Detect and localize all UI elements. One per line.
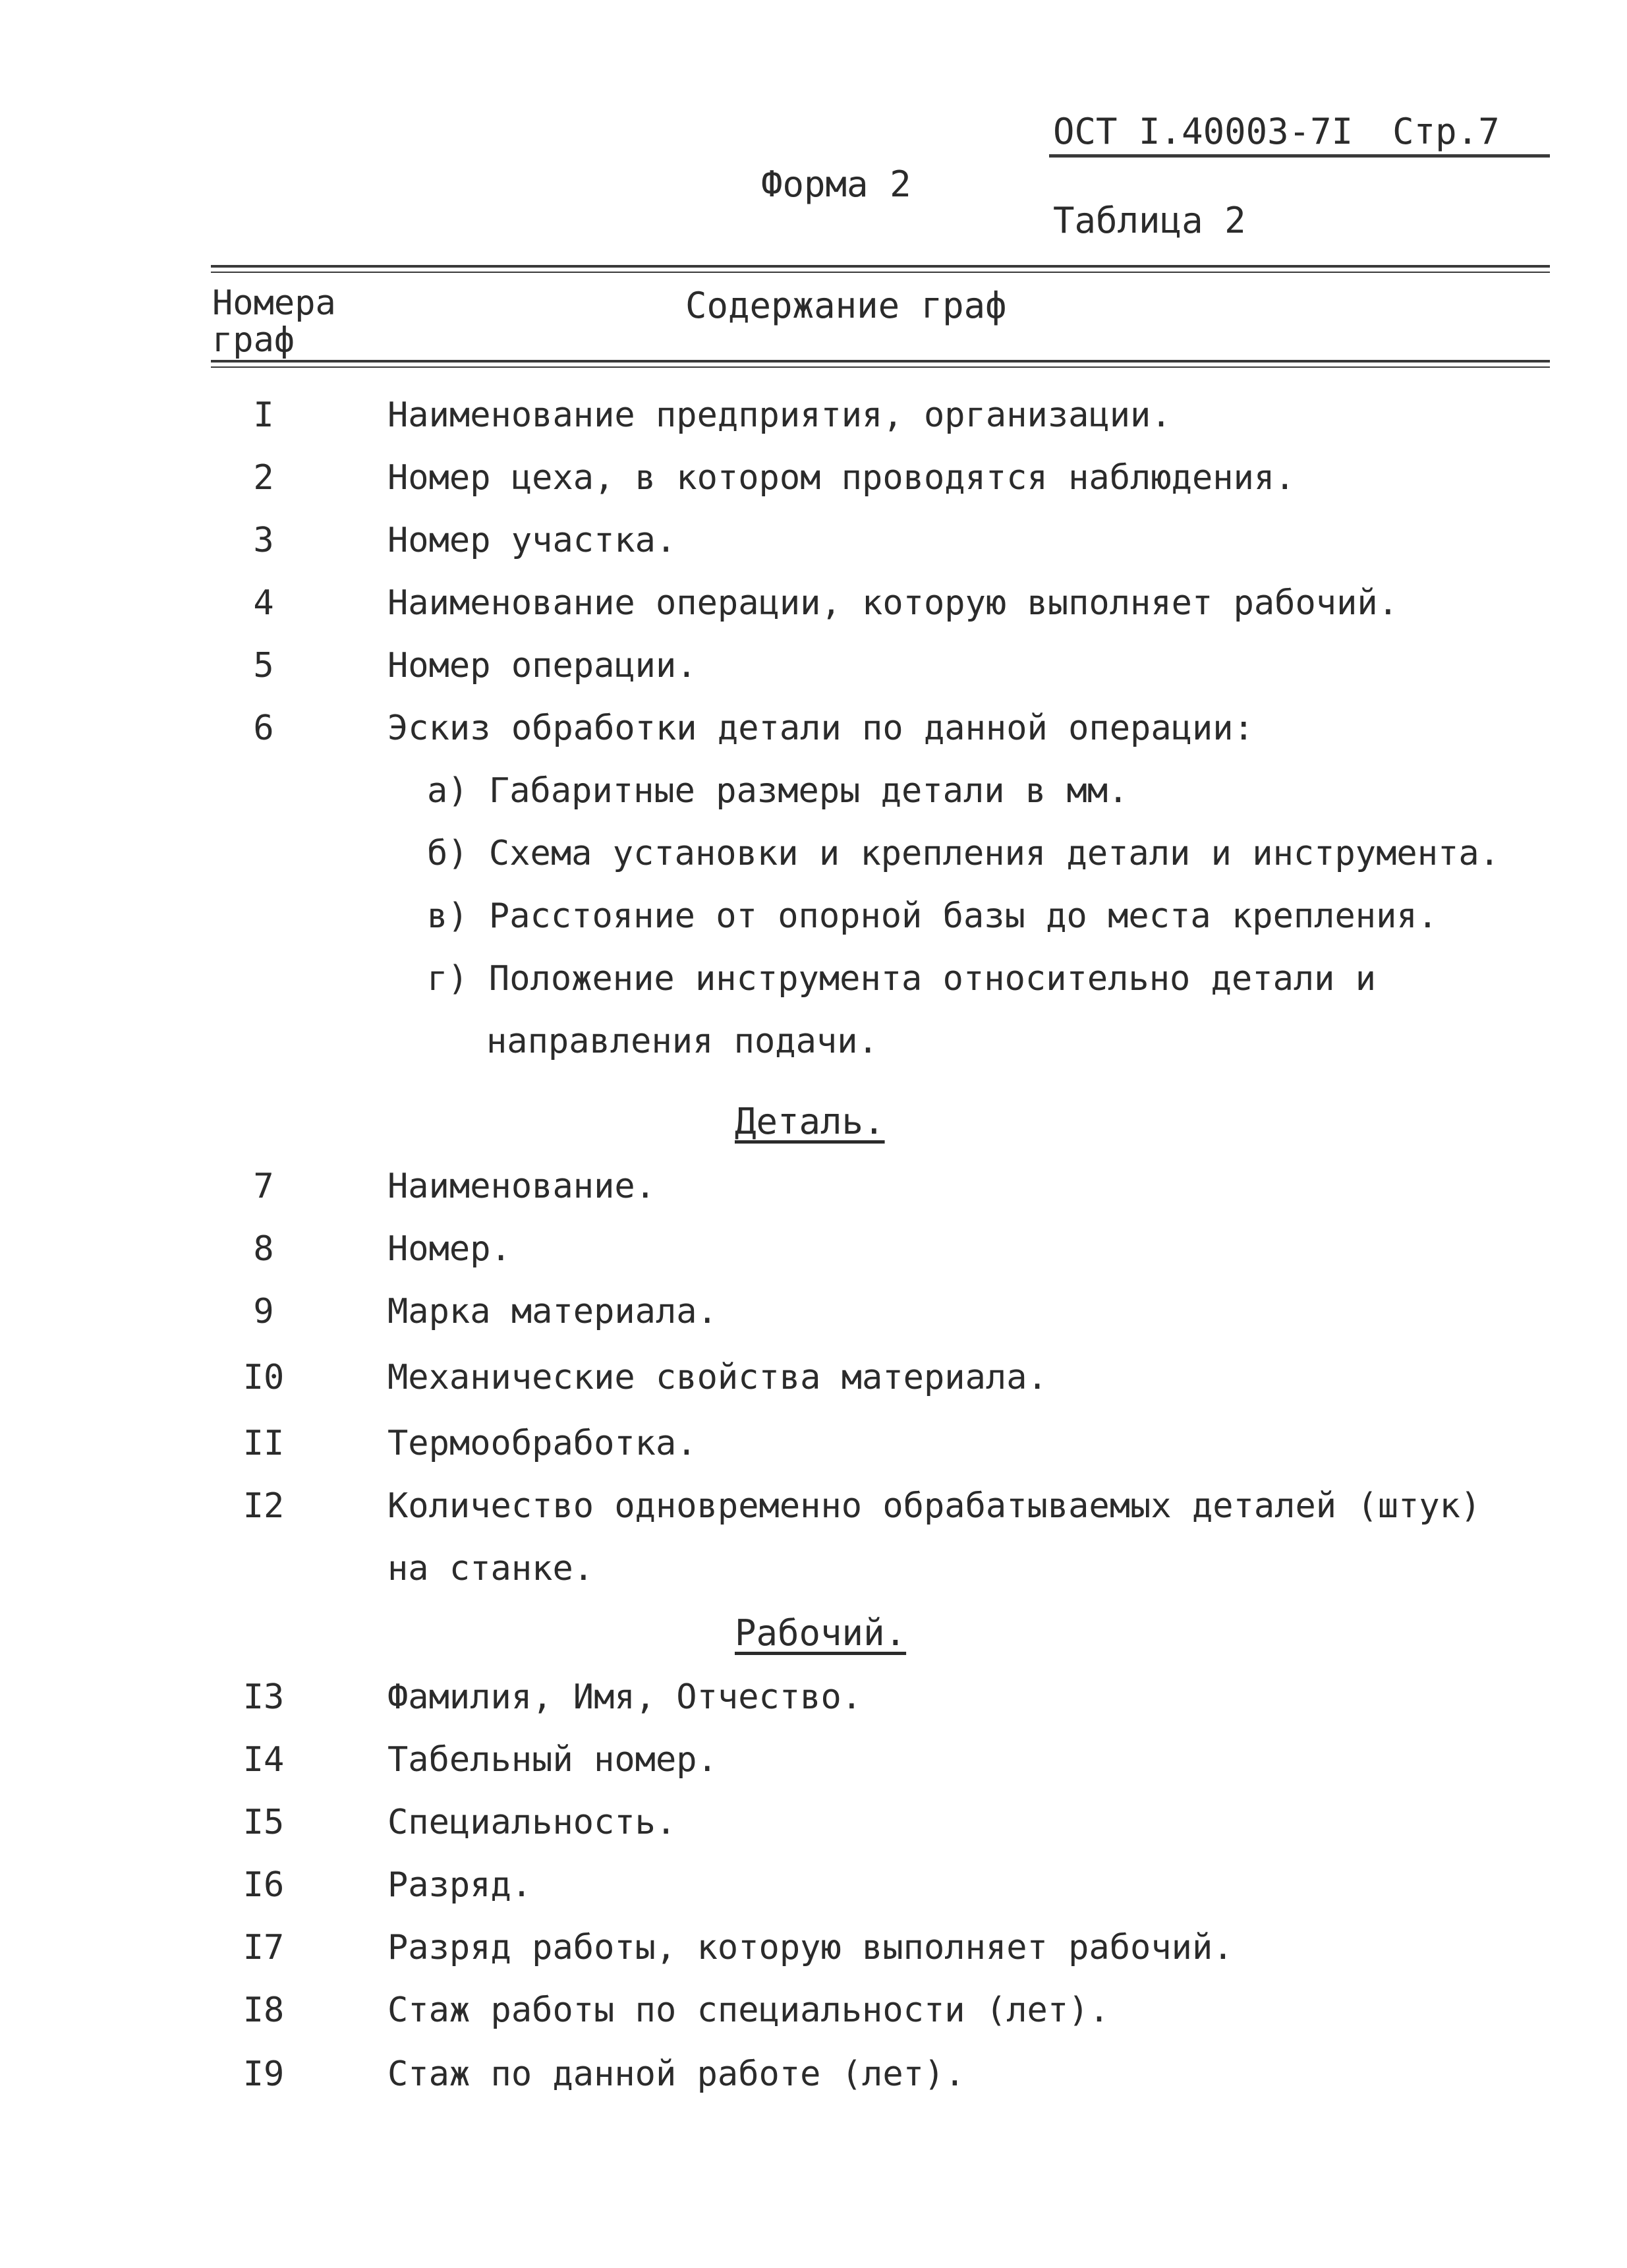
row-text: Разряд работы, которую выполняет рабочий. <box>387 1928 1234 1967</box>
column-header-content: Содержание граф <box>685 285 1007 326</box>
row-number: 4 <box>253 583 274 623</box>
row-number: 6 <box>253 709 274 748</box>
row-number: 9 <box>253 1292 274 1331</box>
row-number: I2 <box>243 1486 285 1526</box>
row-number: I0 <box>243 1358 285 1397</box>
document-code <box>1053 111 1500 152</box>
sub-item: г) Положение инструмента относительно детали и <box>427 959 1377 999</box>
row-number: 5 <box>253 646 274 685</box>
page-number: Стр.7 <box>1392 111 1500 152</box>
header-underline <box>1049 154 1550 158</box>
row-number: 2 <box>253 458 274 498</box>
table-header-rule-inner <box>211 366 1550 368</box>
row-text: Наименование операции, которую выполняет рабочий. <box>387 583 1399 623</box>
row-number: I4 <box>243 1740 285 1780</box>
table-label: Таблица 2 <box>1053 200 1246 241</box>
table-top-rule-inner <box>211 272 1550 273</box>
row-text: Специальность. <box>387 1803 677 1842</box>
table-top-rule <box>211 265 1550 268</box>
row-text: Термообработка. <box>387 1424 697 1463</box>
row-text: Номер цеха, в котором проводятся наблюдения. <box>387 458 1296 498</box>
row-number: I <box>253 395 274 435</box>
row-text-continuation: на станке. <box>387 1549 594 1588</box>
row-text: Наименование предприятия, организации. <box>387 395 1172 435</box>
form-label: Форма 2 <box>761 163 911 205</box>
section-title-worker: Рабочий. <box>735 1612 907 1654</box>
table-header-rule <box>211 360 1550 363</box>
row-number: I7 <box>243 1928 285 1967</box>
row-number: I3 <box>243 1677 285 1717</box>
row-text: Разряд. <box>387 1865 532 1905</box>
sub-item: б) Схема установки и крепления детали и инструмента. <box>427 834 1500 873</box>
row-text: Стаж работы по специальности (лет). <box>387 1991 1110 2030</box>
row-text: Количество одновременно обрабатываемых деталей (штук) <box>387 1486 1481 1526</box>
row-text: Марка материала. <box>387 1292 718 1331</box>
row-text: Наименование. <box>387 1167 656 1206</box>
doc-code-text: ОСТ I.40003-7I <box>1053 111 1354 152</box>
row-text: Стаж по данной работе (лет). <box>387 2054 965 2094</box>
row-text: Фамилия, Имя, Отчество. <box>387 1677 863 1717</box>
row-number: II <box>243 1424 285 1463</box>
column-header-number: Номера граф <box>212 283 336 360</box>
sub-item-continuation: направления подачи. <box>486 1022 878 1061</box>
row-text: Механические свойства материала. <box>387 1358 1048 1397</box>
row-text: Номер участка. <box>387 521 677 560</box>
row-number: I9 <box>243 2054 285 2094</box>
row-number: 7 <box>253 1167 274 1206</box>
row-text: Эскиз обработки детали по данной операции: <box>387 709 1254 748</box>
row-text: Номер операции. <box>387 646 697 685</box>
row-text: Табельный номер. <box>387 1740 718 1780</box>
row-number: I5 <box>243 1803 285 1842</box>
row-number: 3 <box>253 521 274 560</box>
row-number: I8 <box>243 1991 285 2030</box>
section-title-detail: Деталь. <box>735 1101 885 1142</box>
sub-item: в) Расстояние от опорной базы до места крепления. <box>427 896 1439 936</box>
row-number: 8 <box>253 1229 274 1269</box>
row-text: Номер. <box>387 1229 511 1269</box>
sub-item: а) Габаритные размеры детали в мм. <box>427 771 1129 811</box>
row-number: I6 <box>243 1865 285 1905</box>
